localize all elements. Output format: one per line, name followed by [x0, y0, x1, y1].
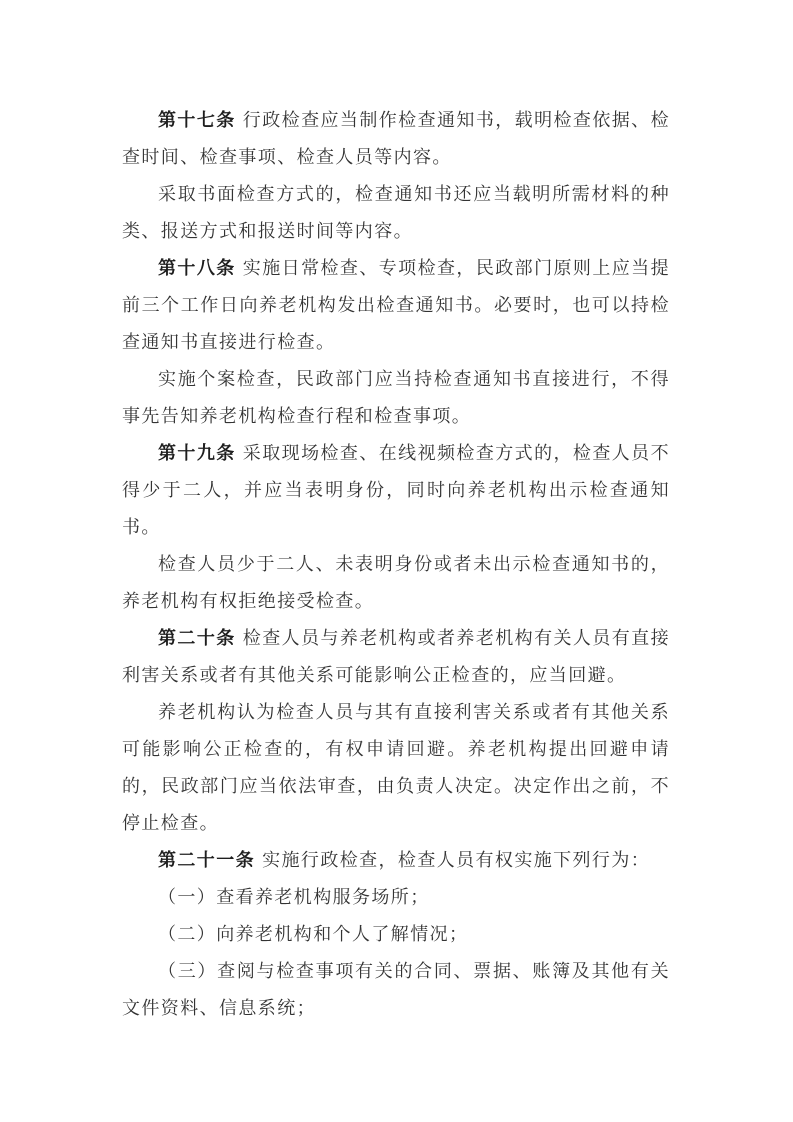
article-21-item-1: [122, 879, 670, 916]
article-17-text: 行政检查应当制作检查通知书，载明检查依据、检查时间、检查事项、检查人员等内容。: [122, 110, 670, 168]
article-20-clause-2-text: 养老机构认为检查人员与其有直接利害关系或者有其他关系可能影响公正检查的，有权申请回避。养老机构提出回避申请的，民政部门应当依法审查，由负责人决定。决定作出之前，不停止检查。: [122, 702, 670, 834]
article-19-clause-2: [122, 546, 670, 620]
article-20-clause-2: [122, 694, 670, 842]
article-21-item-2-text: （二）向养老机构和个人了解情况；: [158, 924, 469, 945]
article-19-text: 采取现场检查、在线视频检查方式的，检查人员不得少于二人，并应当表明身份，同时向养老机构出示检查通知书。: [122, 443, 670, 538]
article-17-clause-2: [122, 176, 670, 250]
article-18-text: 实施日常检查、专项检查，民政部门原则上应当提前三个工作日向养老机构发出检查通知书。必要时，也可以持检查通知书直接进行检查。: [122, 258, 670, 353]
article-21-item-2: [122, 916, 670, 953]
article-19-clause-2-text: 检查人员少于二人、未表明身份或者未出示检查通知书的，养老机构有权拒绝接受检查。: [122, 554, 670, 612]
article-17-heading: 第十七条: [158, 110, 236, 131]
article-18-paragraph: [122, 250, 670, 361]
article-17-paragraph: [122, 102, 670, 176]
article-18-clause-2-text: 实施个案检查，民政部门应当持检查通知书直接进行，不得事先告知养老机构检查行程和检查事项。: [122, 369, 670, 427]
article-19-heading: 第十九条: [158, 443, 236, 464]
article-21-item-3-text: （三）查阅与检查事项有关的合同、票据、账簿及其他有关文件资料、信息系统；: [122, 961, 670, 1019]
article-18-heading: 第十八条: [158, 258, 236, 279]
regulation-text: [122, 102, 670, 1027]
article-21-item-3: [122, 953, 670, 1027]
article-18-clause-2: [122, 361, 670, 435]
article-20-paragraph: [122, 620, 670, 694]
article-20-heading: 第二十条: [158, 628, 236, 649]
article-17-clause-2-text: 采取书面检查方式的，检查通知书还应当载明所需材料的种类、报送方式和报送时间等内容。: [122, 184, 670, 242]
article-21-item-1-text: （一）查看养老机构服务场所；: [158, 887, 430, 908]
article-19-paragraph: [122, 435, 670, 546]
article-21-text: 实施行政检查，检查人员有权实施下列行为：: [255, 850, 651, 871]
article-21-heading: 第二十一条: [158, 850, 255, 871]
article-20-text: 检查人员与养老机构或者养老机构有关人员有直接利害关系或者有其他关系可能影响公正检查的，应当回避。: [122, 628, 670, 686]
article-21-paragraph: [122, 842, 670, 879]
